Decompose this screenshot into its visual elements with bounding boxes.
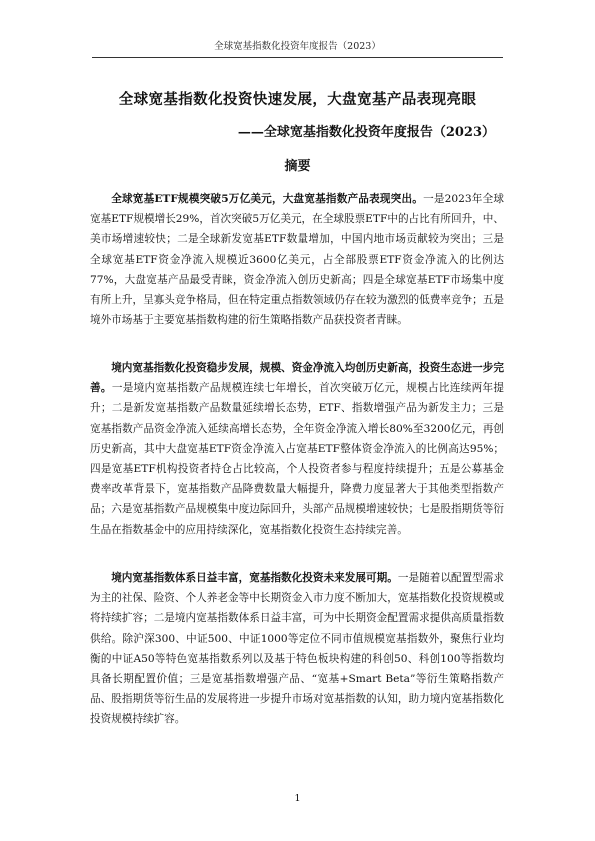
page-number: 1 [294,793,301,804]
paragraph-3-body: 一是随着以配置型需求为主的社保、险资、个人养老金等中长期资金入市力度不断加大，宽基指数化投资规模或将持续扩容；二是境内宽基指数体系日益丰富，可为中长期资金配置需求提供高质量指数供给。除沪深300、中证500、中证1000等定位不同市值规模宽基指数外，聚焦行业均衡的中证A50等特色宽基指数系列以及基于特色板块构建的科创50、科创100等指数均具备长期配置价值；三是宽基指数增强产品、“宽基+Smart Beta”等衍生策略指数产品、股指期货等衍生品的发展将进一步提升市场对宽基指数的认知，助力境内宽基指数化投资规模持续扩容。 [90,572,505,726]
paragraph-3-lead: 境内宽基指数体系日益丰富，宽基指数化投资未来发展可期。 [111,572,398,584]
abstract-heading: 摘要 [284,159,311,174]
header-divider [92,57,503,58]
paragraph-2-body: 一是境内宽基指数产品规模连续七年增长，首次突破万亿元，规模占比连续两年提升；二是新发宽基指数产品数量延续增长态势，ETF、指数增强产品为新发主力；三是宽基指数产品资金净流入延续高增长态势，全年资金净流入增长80%至3200亿元，再创历史新高，其中大盘宽基ETF资金净流入占宽基ETF整体资金净流入的比例高达95%；四是宽基ETF机构投资者持仓占比较高，个人投资者参与程度持续提升；五是公募基金费率改革背景下，宽基指数产品降费数量大幅提升，降费力度显著大于其他类型指数产品；六是宽基指数产品规模集中度边际回升，头部产品规模增速较快；七是股指期货等衍生品在指数基金中的应用持续深化，宽基指数化投资生态持续完善。 [90,382,505,536]
abstract-paragraph-2 [90,358,504,540]
running-header: 全球宽基指数化投资年度报告（2023） [214,41,381,52]
paragraph-2-lead: 境内宽基指数化投资稳步发展，规模、资金净流入均创历史新高，投资生态进一步完善。 [90,362,504,395]
abstract-paragraph-3 [90,568,504,730]
paragraph-1-lead: 全球宽基ETF规模突破5万亿美元，大盘宽基指数产品表现突出。 [111,193,424,205]
abstract-paragraph-1 [90,189,504,330]
document-subtitle: ——全球宽基指数化投资年度报告（2023） [237,125,495,140]
paragraph-1-body: 一是2023年全球宽基ETF规模增长29%，首次突破5万亿美元，在全球股票ETF中的占比有所回升，中、美市场增速较快；二是全球新发宽基ETF数量增加，中国内地市场贡献较为突出；三是全球宽基ETF资金净流入规模近3600亿美元，占全部股票ETF资金净流入的比例达77%，大盘宽基产品最受青睐，资金净流入创历史新高；四是全球宽基ETF市场集中度有所上升，呈寡头竞争格局，但在特定重点指数领域仍存在较为激烈的低费率竞争；五是境外市场基于主要宽基指数构建的衍生策略指数产品获投资者青睐。 [90,193,504,327]
document-title: 全球宽基指数化投资快速发展，大盘宽基产品表现亮眼 [118,91,477,108]
